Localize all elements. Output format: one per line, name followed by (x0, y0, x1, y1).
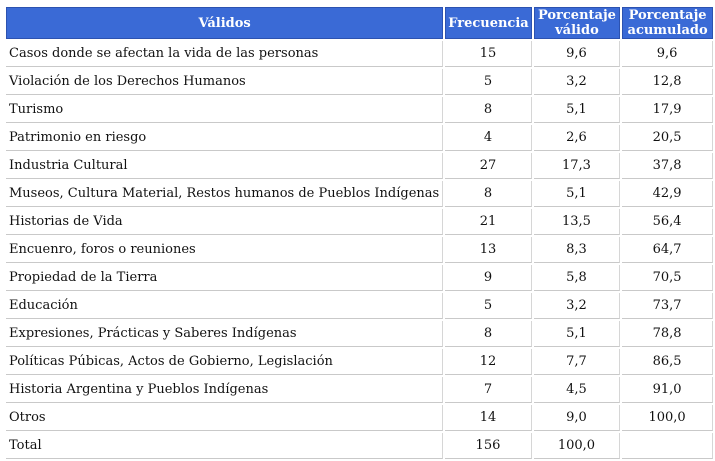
row-label: Turismo (6, 97, 443, 123)
row-porcentaje-valido: 9,0 (534, 405, 620, 431)
header-porcentaje-acumulado: Porcentaje acumulado (622, 7, 713, 39)
row-frecuencia: 5 (445, 69, 532, 95)
row-porcentaje-acumulado: 64,7 (622, 237, 713, 263)
row-porcentaje-valido: 5,1 (534, 321, 620, 347)
frequency-table (4, 5, 715, 461)
table-row (6, 69, 713, 95)
row-porcentaje-valido: 4,5 (534, 377, 620, 403)
table-row (6, 209, 713, 235)
row-porcentaje-acumulado: 20,5 (622, 125, 713, 151)
row-frecuencia: 8 (445, 321, 532, 347)
row-porcentaje-acumulado: 56,4 (622, 209, 713, 235)
row-frecuencia: 8 (445, 181, 532, 207)
row-porcentaje-valido: 5,1 (534, 181, 620, 207)
row-frecuencia: 4 (445, 125, 532, 151)
row-porcentaje-valido: 13,5 (534, 209, 620, 235)
row-porcentaje-acumulado: 91,0 (622, 377, 713, 403)
table-body (6, 41, 713, 459)
row-label: Museos, Cultura Material, Restos humanos de Pueblos Indígenas (6, 181, 443, 207)
table-row (6, 181, 713, 207)
table-row (6, 97, 713, 123)
row-frecuencia: 27 (445, 153, 532, 179)
row-label: Patrimonio en riesgo (6, 125, 443, 151)
row-porcentaje-valido: 5,8 (534, 265, 620, 291)
table-row (6, 349, 713, 375)
row-label: Historias de Vida (6, 209, 443, 235)
row-label: Políticas Púbicas, Actos de Gobierno, Legislación (6, 349, 443, 375)
row-porcentaje-valido: 5,1 (534, 97, 620, 123)
table-row (6, 321, 713, 347)
row-frecuencia: 8 (445, 97, 532, 123)
row-frecuencia: 7 (445, 377, 532, 403)
header-frecuencia: Frecuencia (445, 7, 532, 39)
row-porcentaje-acumulado: 37,8 (622, 153, 713, 179)
row-label: Encuenro, foros o reuniones (6, 237, 443, 263)
row-porcentaje-acumulado: 86,5 (622, 349, 713, 375)
row-frecuencia: 9 (445, 265, 532, 291)
row-porcentaje-acumulado: 42,9 (622, 181, 713, 207)
row-label: Total (6, 433, 443, 459)
row-porcentaje-acumulado (622, 433, 713, 459)
header-validos: Válidos (6, 7, 443, 39)
row-porcentaje-valido: 3,2 (534, 293, 620, 319)
row-frecuencia: 14 (445, 405, 532, 431)
row-frecuencia: 156 (445, 433, 532, 459)
row-label: Expresiones, Prácticas y Saberes Indígenas (6, 321, 443, 347)
table-row (6, 237, 713, 263)
row-label: Historia Argentina y Pueblos Indígenas (6, 377, 443, 403)
row-porcentaje-valido: 100,0 (534, 433, 620, 459)
row-porcentaje-valido: 17,3 (534, 153, 620, 179)
table-row (6, 293, 713, 319)
table-row (6, 125, 713, 151)
header-porcentaje-valido: Porcentaje válido (534, 7, 620, 39)
row-label: Educación (6, 293, 443, 319)
row-porcentaje-valido: 7,7 (534, 349, 620, 375)
row-porcentaje-acumulado: 70,5 (622, 265, 713, 291)
row-frecuencia: 5 (445, 293, 532, 319)
table-row (6, 405, 713, 431)
table-row (6, 41, 713, 67)
row-porcentaje-valido: 9,6 (534, 41, 620, 67)
table-header-row (6, 7, 713, 39)
row-porcentaje-valido: 2,6 (534, 125, 620, 151)
table-row (6, 265, 713, 291)
table-row (6, 377, 713, 403)
row-frecuencia: 15 (445, 41, 532, 67)
row-label: Propiedad de la Tierra (6, 265, 443, 291)
row-frecuencia: 13 (445, 237, 532, 263)
row-label: Otros (6, 405, 443, 431)
row-porcentaje-acumulado: 9,6 (622, 41, 713, 67)
row-porcentaje-valido: 8,3 (534, 237, 620, 263)
row-label: Violación de los Derechos Humanos (6, 69, 443, 95)
table-row (6, 433, 713, 459)
row-porcentaje-acumulado: 78,8 (622, 321, 713, 347)
row-label: Industria Cultural (6, 153, 443, 179)
row-porcentaje-acumulado: 73,7 (622, 293, 713, 319)
row-frecuencia: 12 (445, 349, 532, 375)
table-row (6, 153, 713, 179)
row-porcentaje-acumulado: 12,8 (622, 69, 713, 95)
row-porcentaje-valido: 3,2 (534, 69, 620, 95)
row-porcentaje-acumulado: 17,9 (622, 97, 713, 123)
row-label: Casos donde se afectan la vida de las personas (6, 41, 443, 67)
row-porcentaje-acumulado: 100,0 (622, 405, 713, 431)
row-frecuencia: 21 (445, 209, 532, 235)
